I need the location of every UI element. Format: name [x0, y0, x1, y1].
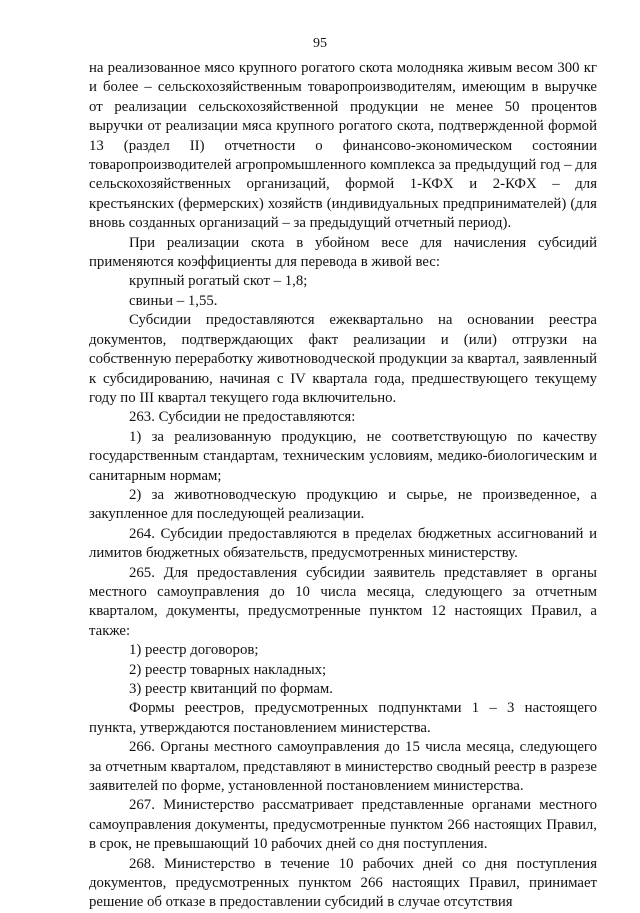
paragraph: 3) реестр квитанций по формам. — [129, 681, 333, 697]
paragraph: 268. Министерство в течение 10 рабочих дней со дня поступления документов, предусмотренных пунктом 266 настоящих Правил, принимает решение об отказе в предоставлении субсидий в случае отсутствия — [89, 855, 597, 911]
paragraph: 266. Органы местного самоуправления до 15 числа месяца, следующего за отчетным кварталом, представляют в министерство сводный реестр в разрезе заявителей по форме, установленной постановлением министерства. — [89, 739, 597, 795]
paragraph: на реализованное мясо крупного рогатого скота молодняка живым весом 300 кг и более – сельскохозяйственным товаропроизводителям, имеющим в выручке от реализации сельскохозяйственной продукции не менее 50 процентов выручки от реализации мяса крупного рогатого скота, подтвержденной формой 13 (раздел II) отчетности о финансово-экономическом состоянии товаропроизводителей агропромышленного комплекса за предыдущий год – для сельскохозяйственных организаций, формой 1-КФХ и 2-КФХ – для крестьянских (фермерских) хозяйств (индивидуальных предпринимателей) (для вновь созданных организаций – за предыдущий отчетный период). — [89, 60, 597, 232]
paragraph: Формы реестров, предусмотренных подпунктами 1 – 3 настоящего пункта, утверждаются постановлением министерства. — [89, 700, 597, 736]
paragraph: 265. Для предоставления субсидии заявитель представляет в органы местного самоуправления до 10 числа месяца, следующего за отчетным кварталом, документы, предусмотренные пунктом 12 настоящих Правил, а также: — [89, 564, 597, 639]
paragraph: 1) за реализованную продукцию, не соответствующую по качеству государственным стандартам, техническим условиям, медико-биологическим и санитарным нормам; — [89, 428, 597, 484]
paragraph: 263. Субсидии не предоставляются: — [129, 409, 356, 426]
paragraph: 2) за животноводческую продукцию и сырье, не произведенное, а закупленное для последующей реализации. — [89, 486, 597, 523]
paragraph: 2) реестр товарных накладных; — [129, 661, 327, 678]
paragraph: 1) реестр договоров; — [129, 642, 259, 659]
paragraph: 267. Министерство рассматривает представленные органами местного самоуправления документы, предусмотренные пунктом 266 настоящих Правил, в срок, не превышающий 10 рабочих дней со дня поступления. — [89, 797, 597, 853]
paragraph: крупный рогатый скот – 1,8; — [129, 273, 308, 290]
paragraph: свиньи – 1,55. — [129, 292, 218, 309]
paragraph: При реализации скота в убойном весе для начисления субсидий применяются коэффициенты для перевода в живой вес: — [89, 234, 597, 271]
document-body — [89, 59, 597, 913]
page-number: 95 — [313, 36, 327, 51]
paragraph: Субсидии предоставляются ежеквартально на основании реестра документов, подтверждающих факт реализации и (или) отгрузки на собственную переработку животноводческой продукции за квартал, заявленный к субсидированию, начиная с IV квартала года, предшествующего текущему году по III квартал текущего года включительно. — [89, 312, 597, 406]
paragraph: 264. Субсидии предоставляются в пределах бюджетных ассигнований и лимитов бюджетных обязательств, предусмотренных министерству. — [89, 525, 597, 562]
